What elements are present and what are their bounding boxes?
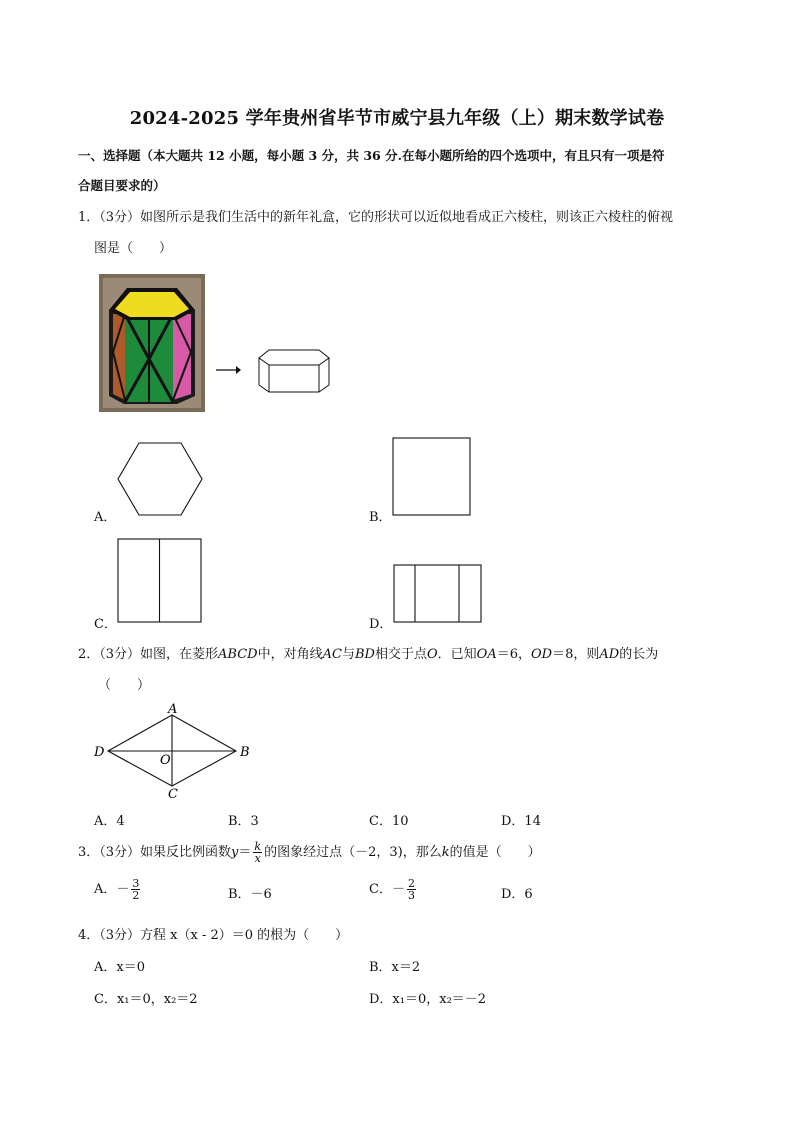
q4-option-b[interactable]: B．x＝2 [369,960,421,975]
q2-option-b[interactable]: B．3 [228,814,259,829]
section-heading-line2: 合题目要求的） [78,178,166,193]
q4-stem: 4．（3分）方程 x（x - 2）＝0 的根为（ ） [78,928,349,943]
q2-stem-line1: 2．（3分）如图，在菱形ABCD中，对角线AC与BD相交于点O．已知OA＝6，OD＝8，则AD的长为 [78,647,659,662]
gift-box-photo [99,274,205,412]
q1-option-b-square[interactable] [392,437,472,517]
q3-fraction: $\frac{k}{x}$ [254,840,262,865]
label-c: C [168,787,178,800]
q1-option-d-rect-three[interactable] [393,564,483,624]
q1-option-c-label[interactable]: C． [94,617,117,632]
q1-option-c-rect-split[interactable] [117,538,203,624]
q1-option-a-hexagon[interactable] [117,442,203,516]
label-b: B [240,745,250,760]
label-d: D [94,745,105,760]
q1-option-a-label[interactable]: A． [94,510,117,525]
q1-stem-line1: 1．（3分）如图所示是我们生活中的新年礼盒，它的形状可以近似地看成正六棱柱，则该正六棱柱的俯视 [78,210,674,225]
q1-option-b-label[interactable]: B． [369,510,392,525]
section-heading-line1: 一、选择题（本大题共 12 小题，每小题 3 分，共 36 分.在每小题所给的四个选项中，有且只有一项是符 [78,148,665,163]
page-title: 2024-2025 学年贵州省毕节市威宁县九年级（上）期末数学试卷 [129,108,665,129]
q2-option-d[interactable]: D．14 [501,814,541,829]
q2-option-a[interactable]: A．4 [94,814,125,829]
q4-option-c[interactable]: C．x₁＝0，x₂＝2 [94,992,198,1007]
hex-prism-drawing [256,348,332,396]
q2-option-c[interactable]: C．10 [369,814,409,829]
q1-stem-line2: 图是（ ） [94,241,173,256]
q3-option-c[interactable]: C．－ $\frac{2}{3}$ [369,877,415,902]
q4-option-a[interactable]: A．x＝0 [94,960,145,975]
q3-option-a[interactable]: A．－ $\frac{3}{2}$ [94,877,140,902]
label-o: O [160,753,171,768]
rhombus-figure [90,700,256,800]
q2-stem-line2: （ ） [98,678,151,693]
q1-option-d-label[interactable]: D． [369,617,393,632]
q3-option-b[interactable]: B．－6 [228,887,272,902]
label-a: A [168,702,178,717]
q3-option-d[interactable]: D．6 [501,887,533,902]
q3-stem: 3．（3分）如果反比例函数y＝ $\frac{k}{x}$ 的图象经过点（－2，3)，那么k的值是（ ） [78,840,541,865]
arrow-icon [215,364,241,376]
q4-option-d[interactable]: D．x₁＝0，x₂＝－2 [369,992,487,1007]
